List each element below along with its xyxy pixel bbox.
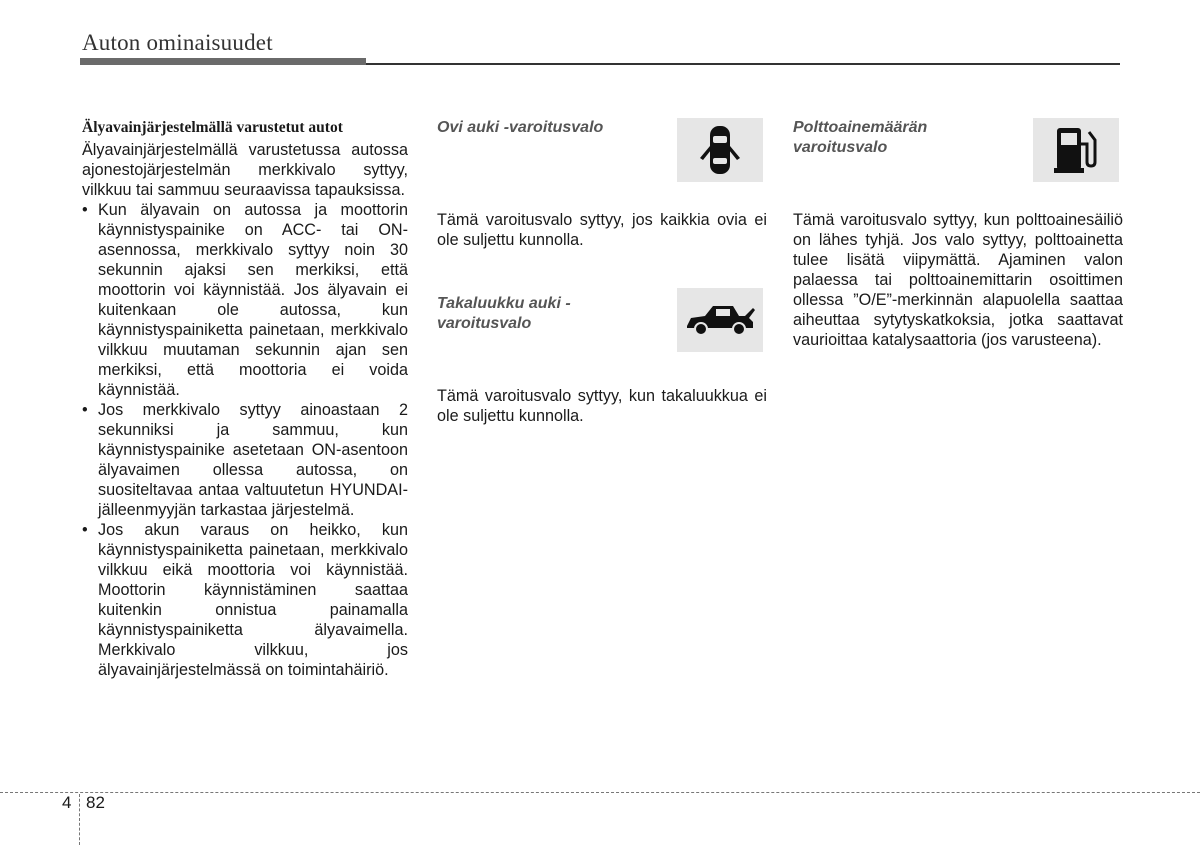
trunk-warning-text: Tämä varoitusvalo syttyy, kun takaluukkua ei ole suljettu kunnolla. <box>437 387 767 425</box>
trunk-warning-block <box>437 294 767 386</box>
door-warning-text: Tämä varoitusvalo syttyy, jos kaikkia ovia ei ole suljettu kunnolla. <box>437 211 767 249</box>
fuel-warning-block <box>793 118 1123 210</box>
middle-column <box>437 118 767 426</box>
section-subhead: Älyavainjärjestelmällä varustetut autot <box>82 119 343 136</box>
list-item: • Jos akun varaus on heikko, kun käynnistyspainiketta painetaan, merkkivalo vilkkuu eikä moottoria voi käynnistää. Moottorin käynnistäminen saattaa kuitenkin onnistua painamalla käynnistyspainiketta älyavaimella. Merkkivalo vilkkuu, jos älyavainjärjestelmässä on toimintahäiriö. <box>82 520 408 680</box>
intro-paragraph: Älyavainjärjestelmällä varustetussa autossa ajonestojärjestelmän merkkivalo syttyy, vilkkuu tai sammuu seuraavissa tapauksissa. <box>82 141 408 199</box>
footer-rule <box>0 792 1200 793</box>
fuel-warning-text: Tämä varoitusvalo syttyy, kun polttoainesäiliö on lähes tyhjä. Jos valo syttyy, polttoainetta tulee lisätä viipymättä. Ajaminen valon palaessa tai polttoainemittarin osoittimen ollessa ”O/E”-merkinnän alapuolella saattaa aiheuttaa sytytyskatkoksia, jotka saattavat vaurioittaa katalysaattoria (jos varusteena). <box>793 211 1123 349</box>
list-item: • Kun älyavain on autossa ja moottorin käynnistyspainike on ACC- tai ON-asennossa, merkkivalo syttyy noin 30 sekunnin ajaksi sen merkiksi, että moottorin voi käynnistää. Jos älyavain ei kuitenkaan ole autossa, kun käynnistyspainiketta painetaan, merkkivalo vilkkuu muutaman sekunnin ajan sen merkiksi, että moottoria ei voida käynnistää. <box>82 200 408 400</box>
door-warning-title: Ovi auki -varoitusvalo <box>437 119 604 136</box>
trunk-warning-title: Takaluukku auki -varoitusvalo <box>437 295 571 332</box>
fuel-pump-icon <box>1033 118 1119 182</box>
left-column <box>82 118 408 680</box>
list-item: • Jos merkkivalo syttyy ainoastaan 2 sekunniksi ja sammuu, kun käynnistyspainike asetetaan ON-asentoon älyavaimen ollessa autossa, on suositeltavaa antaa valtuutetun HYUNDAI-jälleenmyyjän tarkastaa järjestelmä. <box>82 400 408 520</box>
door-open-icon <box>677 118 763 182</box>
right-column <box>793 118 1123 350</box>
page-number: 82 <box>86 793 105 812</box>
footer-divider <box>79 794 80 845</box>
trunk-open-icon <box>677 288 763 352</box>
chapter-number: 4 <box>62 793 72 812</box>
door-warning-block <box>437 118 767 210</box>
header-rule <box>366 63 1120 65</box>
fuel-warning-title: Polttoainemäärän varoitusvalo <box>793 119 928 156</box>
page-title: Auton ominaisuudet <box>82 30 273 55</box>
header-bar-thick <box>80 58 366 65</box>
bullet-list <box>82 200 408 680</box>
